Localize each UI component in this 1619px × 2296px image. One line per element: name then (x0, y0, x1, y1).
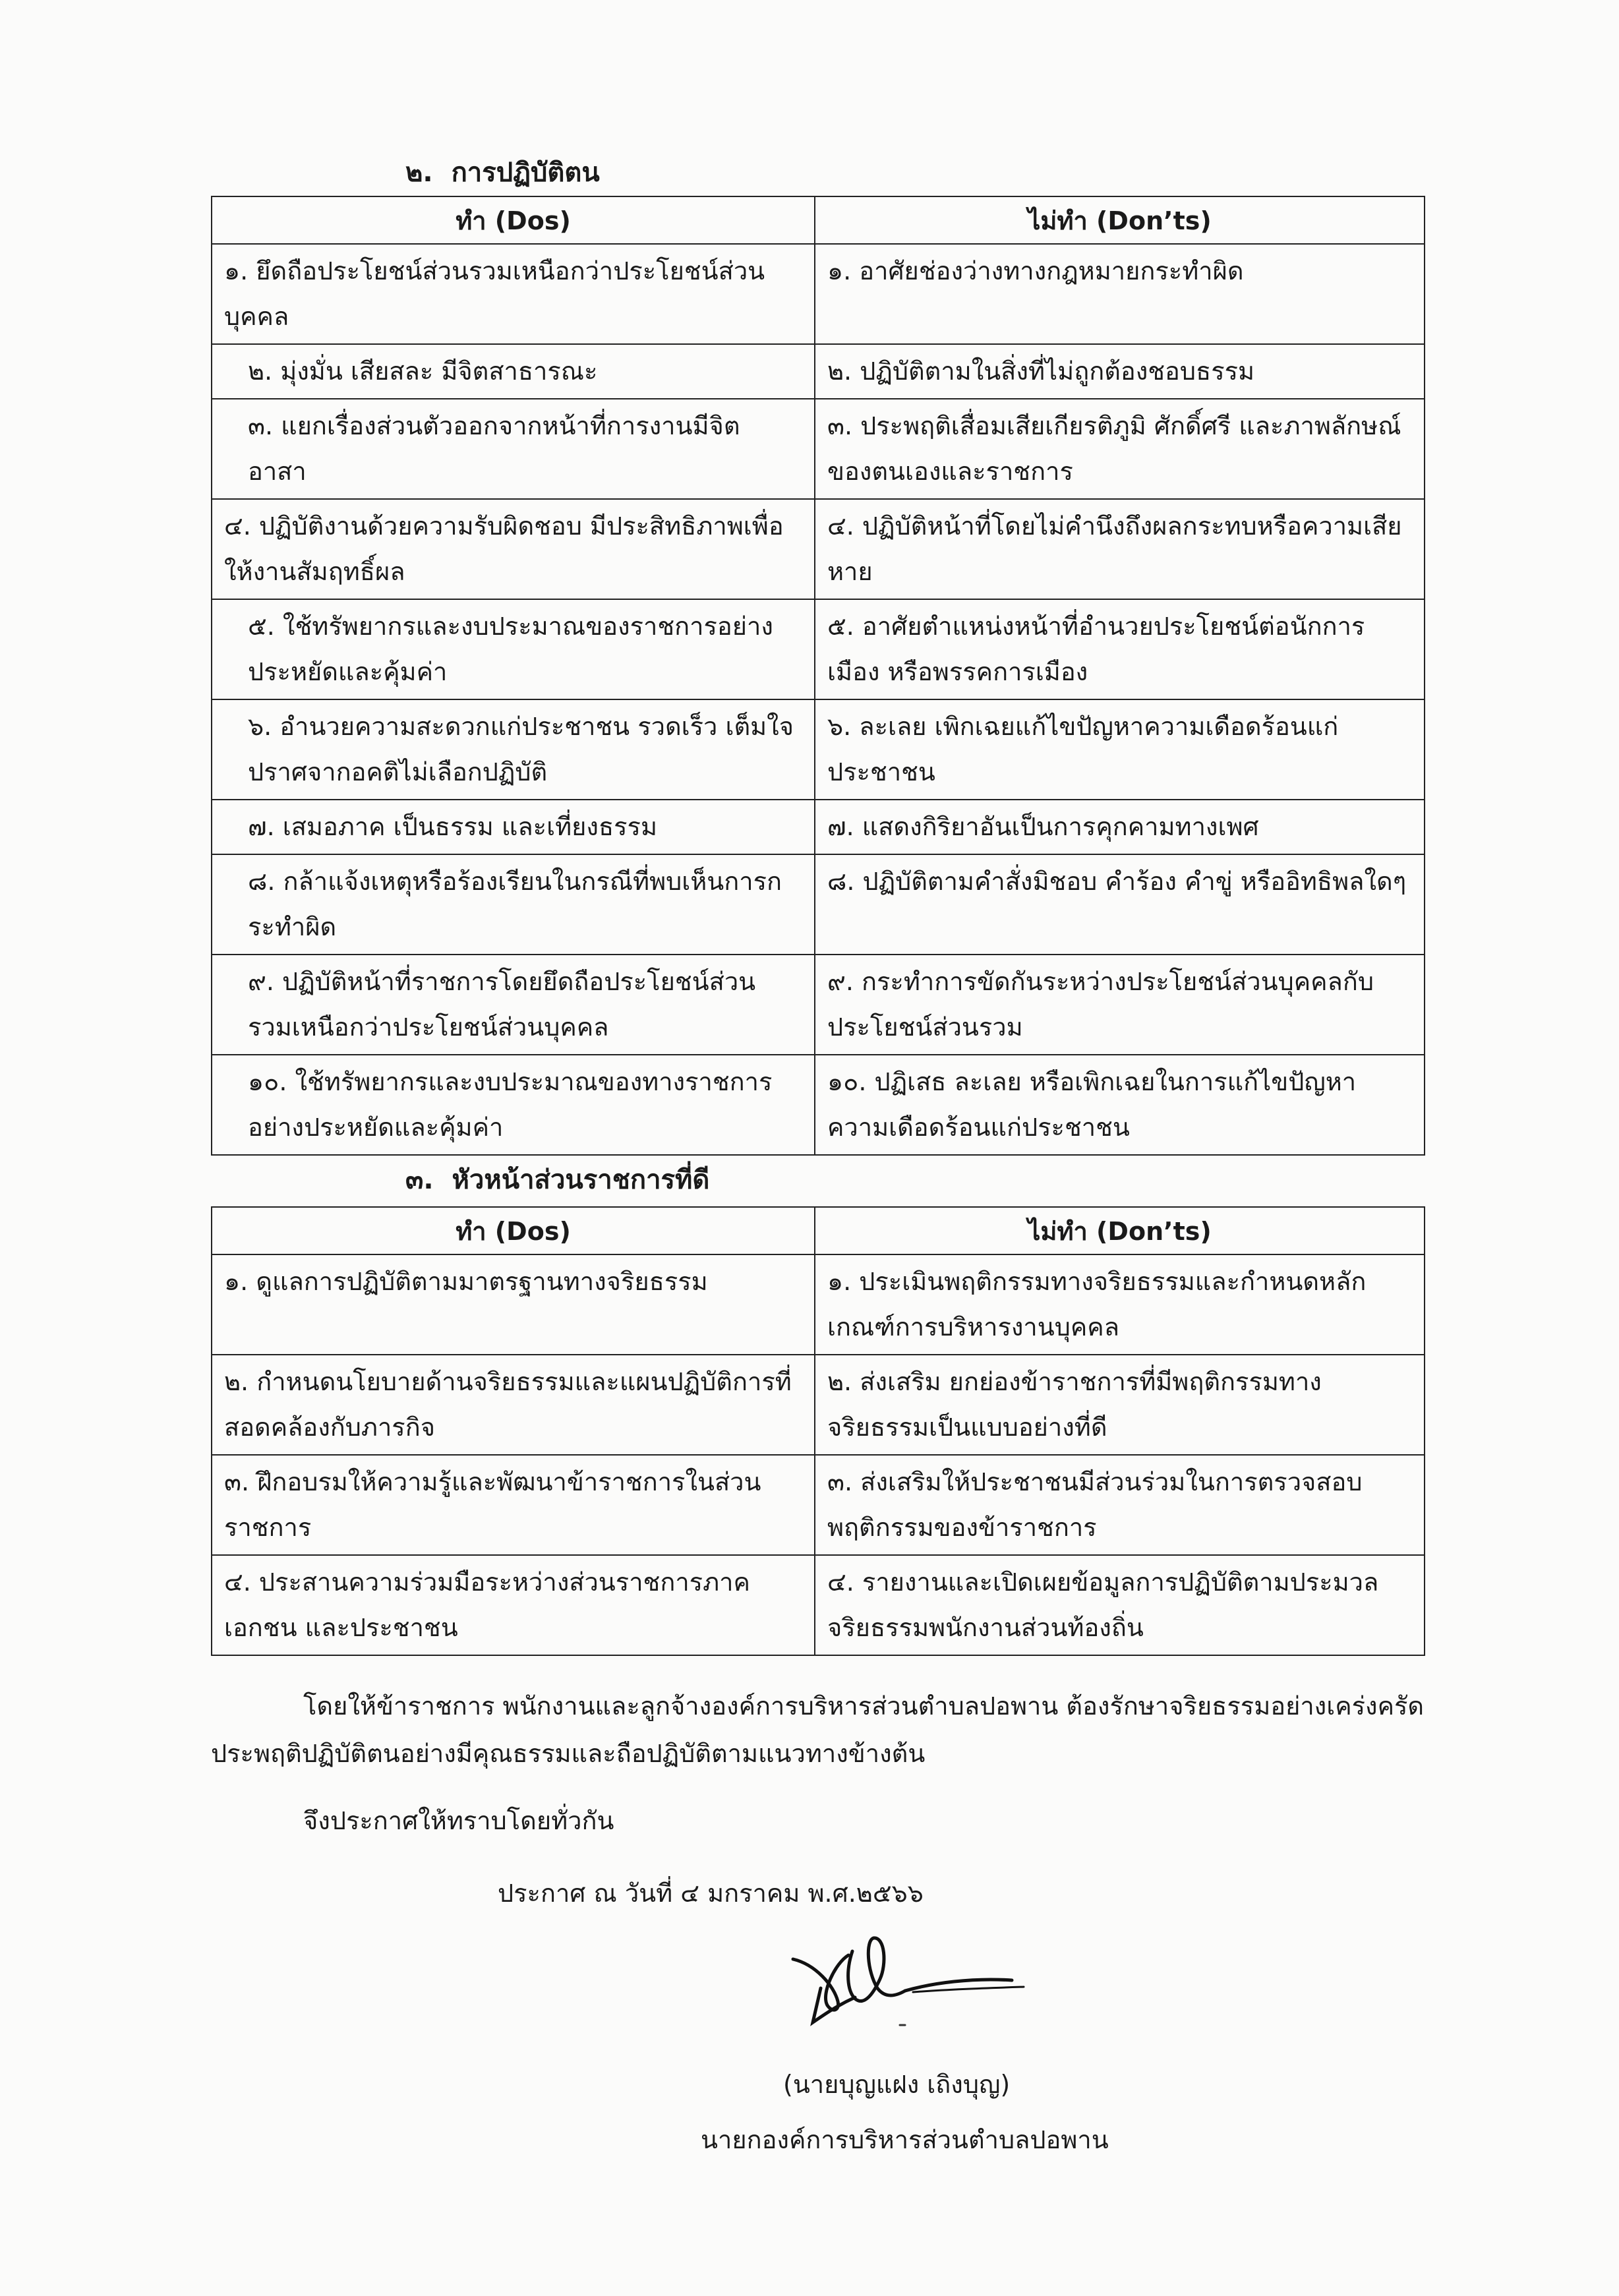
donts-cell: ๕. อาศัยตำแหน่งหน้าที่อำนวยประโยชน์ต่อนักการเมือง หรือพรรคการเมือง (815, 599, 1425, 699)
dos-cell: ๙. ปฏิบัติหน้าที่ราชการโดยยึดถือประโยชน์ส่วนรวมเหนือกว่าประโยชน์ส่วนบุคคล (212, 955, 815, 1055)
dos-cell: ๓. แยกเรื่องส่วนตัวออกจากหน้าที่การงานมีจิตอาสา (212, 399, 815, 499)
dos-cell: ๔. ปฏิบัติงานด้วยความรับผิดชอบ มีประสิทธิภาพเพื่อให้งานสัมฤทธิ์ผล (212, 499, 815, 599)
signature-image (775, 1925, 1038, 2044)
signatory-title: นายกองค์การบริหารส่วนตำบลปอพาน (701, 2125, 1109, 2154)
announcement-line: จึงประกาศให้ทราบโดยทั่วกัน (303, 1806, 614, 1835)
donts-cell: ๙. กระทำการขัดกันระหว่างประโยชน์ส่วนบุคคลกับประโยชน์ส่วนรวม (815, 955, 1425, 1055)
table-header-row (212, 1207, 1425, 1254)
donts-cell: ๖. ละเลย เพิกเฉยแก้ไขปัญหาความเดือดร้อนแก่ประชาชน (815, 699, 1425, 800)
dos-cell: ๒. กำหนดนโยบายด้านจริยธรรมและแผนปฏิบัติการที่สอดคล้องกับภารกิจ (212, 1355, 815, 1455)
donts-cell: ๓. ประพฤติเสื่อมเสียเกียรติภูมิ ศักดิ์ศรี และภาพลักษณ์ของตนเองและราชการ (815, 399, 1425, 499)
dos-cell: ๒. มุ่งมั่น เสียสละ มีจิตสาธารณะ (212, 344, 815, 399)
table-row (212, 344, 1425, 399)
section-2-heading (405, 153, 600, 192)
section-3-title: หัวหน้าส่วนราชการที่ดี (452, 1165, 710, 1195)
section-2-title: การปฏิบัติตน (451, 158, 600, 188)
table-row (212, 599, 1425, 699)
table-row (212, 399, 1425, 499)
table-row (212, 244, 1425, 344)
donts-cell: ๓. ส่งเสริมให้ประชาชนมีส่วนร่วมในการตรวจสอบพฤติกรรมของข้าราชการ (815, 1455, 1425, 1555)
table-row (212, 1355, 1425, 1455)
table-row (212, 854, 1425, 955)
closing-paragraph (211, 1682, 1425, 1777)
announcement-date: ประกาศ ณ วันที่ ๔ มกราคม พ.ศ.๒๕๖๖ (498, 1879, 924, 1908)
section-3-number: ๓. (405, 1165, 434, 1195)
donts-cell: ๑. ประเมินพฤติกรรมทางจริยธรรมและกำหนดหลักเกณฑ์การบริหารงานบุคคล (815, 1254, 1425, 1355)
donts-cell: ๔. ปฏิบัติหน้าที่โดยไม่คำนึงถึงผลกระทบหรือความเสียหาย (815, 499, 1425, 599)
donts-cell: ๗. แสดงกิริยาอันเป็นการคุกคามทางเพศ (815, 800, 1425, 854)
signature-icon (775, 1925, 1038, 2044)
dos-cell: ๑. ยึดถือประโยชน์ส่วนรวมเหนือกว่าประโยชน์ส่วนบุคคล (212, 244, 815, 344)
dos-cell: ๘. กล้าแจ้งเหตุหรือร้องเรียนในกรณีที่พบเห็นการกระทำผิด (212, 854, 815, 955)
table-header-row (212, 196, 1425, 244)
table-row (212, 800, 1425, 854)
header-donts: ไม่ทำ (Don’ts) (815, 196, 1425, 244)
section-3-heading (405, 1160, 709, 1200)
header-donts: ไม่ทำ (Don’ts) (815, 1207, 1425, 1254)
donts-cell: ๘. ปฏิบัติตามคำสั่งมิชอบ คำร้อง คำขู่ หรืออิทธิพลใดๆ (815, 854, 1425, 955)
closing-paragraph-text: โดยให้ข้าราชการ พนักงานและลูกจ้างองค์การบริหารส่วนตำบลปอพาน ต้องรักษาจริยธรรมอย่างเคร่งครัด ประพฤติปฏิบัติตนอย่างมีคุณธรรมและถือปฏิบัติตามแนวทางข้างต้น (211, 1692, 1425, 1768)
table-row (212, 1455, 1425, 1555)
section-3-table (211, 1206, 1425, 1656)
header-dos: ทำ (Dos) (212, 1207, 815, 1254)
donts-cell: ๒. ปฏิบัติตามในสิ่งที่ไม่ถูกต้องชอบธรรม (815, 344, 1425, 399)
table-row (212, 499, 1425, 599)
dos-cell: ๗. เสมอภาค เป็นธรรม และเที่ยงธรรม (212, 800, 815, 854)
donts-cell: ๑. อาศัยช่องว่างทางกฎหมายกระทำผิด (815, 244, 1425, 344)
dos-cell: ๑๐. ใช้ทรัพยากรและงบประมาณของทางราชการอย่างประหยัดและคุ้มค่า (212, 1055, 815, 1155)
table-row (212, 1555, 1425, 1655)
dos-cell: ๔. ประสานความร่วมมือระหว่างส่วนราชการภาคเอกชน และประชาชน (212, 1555, 815, 1655)
section-2-table (211, 196, 1425, 1156)
section-2-number: ๒. (405, 158, 433, 188)
table-row (212, 1055, 1425, 1155)
header-dos: ทำ (Dos) (212, 196, 815, 244)
table-row (212, 699, 1425, 800)
donts-cell: ๑๐. ปฏิเสธ ละเลย หรือเพิกเฉยในการแก้ไขปัญหาความเดือดร้อนแก่ประชาชน (815, 1055, 1425, 1155)
dos-cell: ๖. อำนวยความสะดวกแก่ประชาชน รวดเร็ว เต็มใจ ปราศจากอคติไม่เลือกปฏิบัติ (212, 699, 815, 800)
signatory-name: (นายบุญแฝง เถิงบุญ) (783, 2070, 1011, 2099)
dos-cell: ๓. ฝึกอบรมให้ความรู้และพัฒนาข้าราชการในส่วนราชการ (212, 1455, 815, 1555)
donts-cell: ๒. ส่งเสริม ยกย่องข้าราชการที่มีพฤติกรรมทางจริยธรรมเป็นแบบอย่างที่ดี (815, 1355, 1425, 1455)
donts-cell: ๔. รายงานและเปิดเผยข้อมูลการปฏิบัติตามประมวลจริยธรรมพนักงานส่วนท้องถิ่น (815, 1555, 1425, 1655)
dos-cell: ๑. ดูแลการปฏิบัติตามมาตรฐานทางจริยธรรม (212, 1254, 815, 1355)
table-row (212, 955, 1425, 1055)
dos-cell: ๕. ใช้ทรัพยากรและงบประมาณของราชการอย่างประหยัดและคุ้มค่า (212, 599, 815, 699)
table-row (212, 1254, 1425, 1355)
